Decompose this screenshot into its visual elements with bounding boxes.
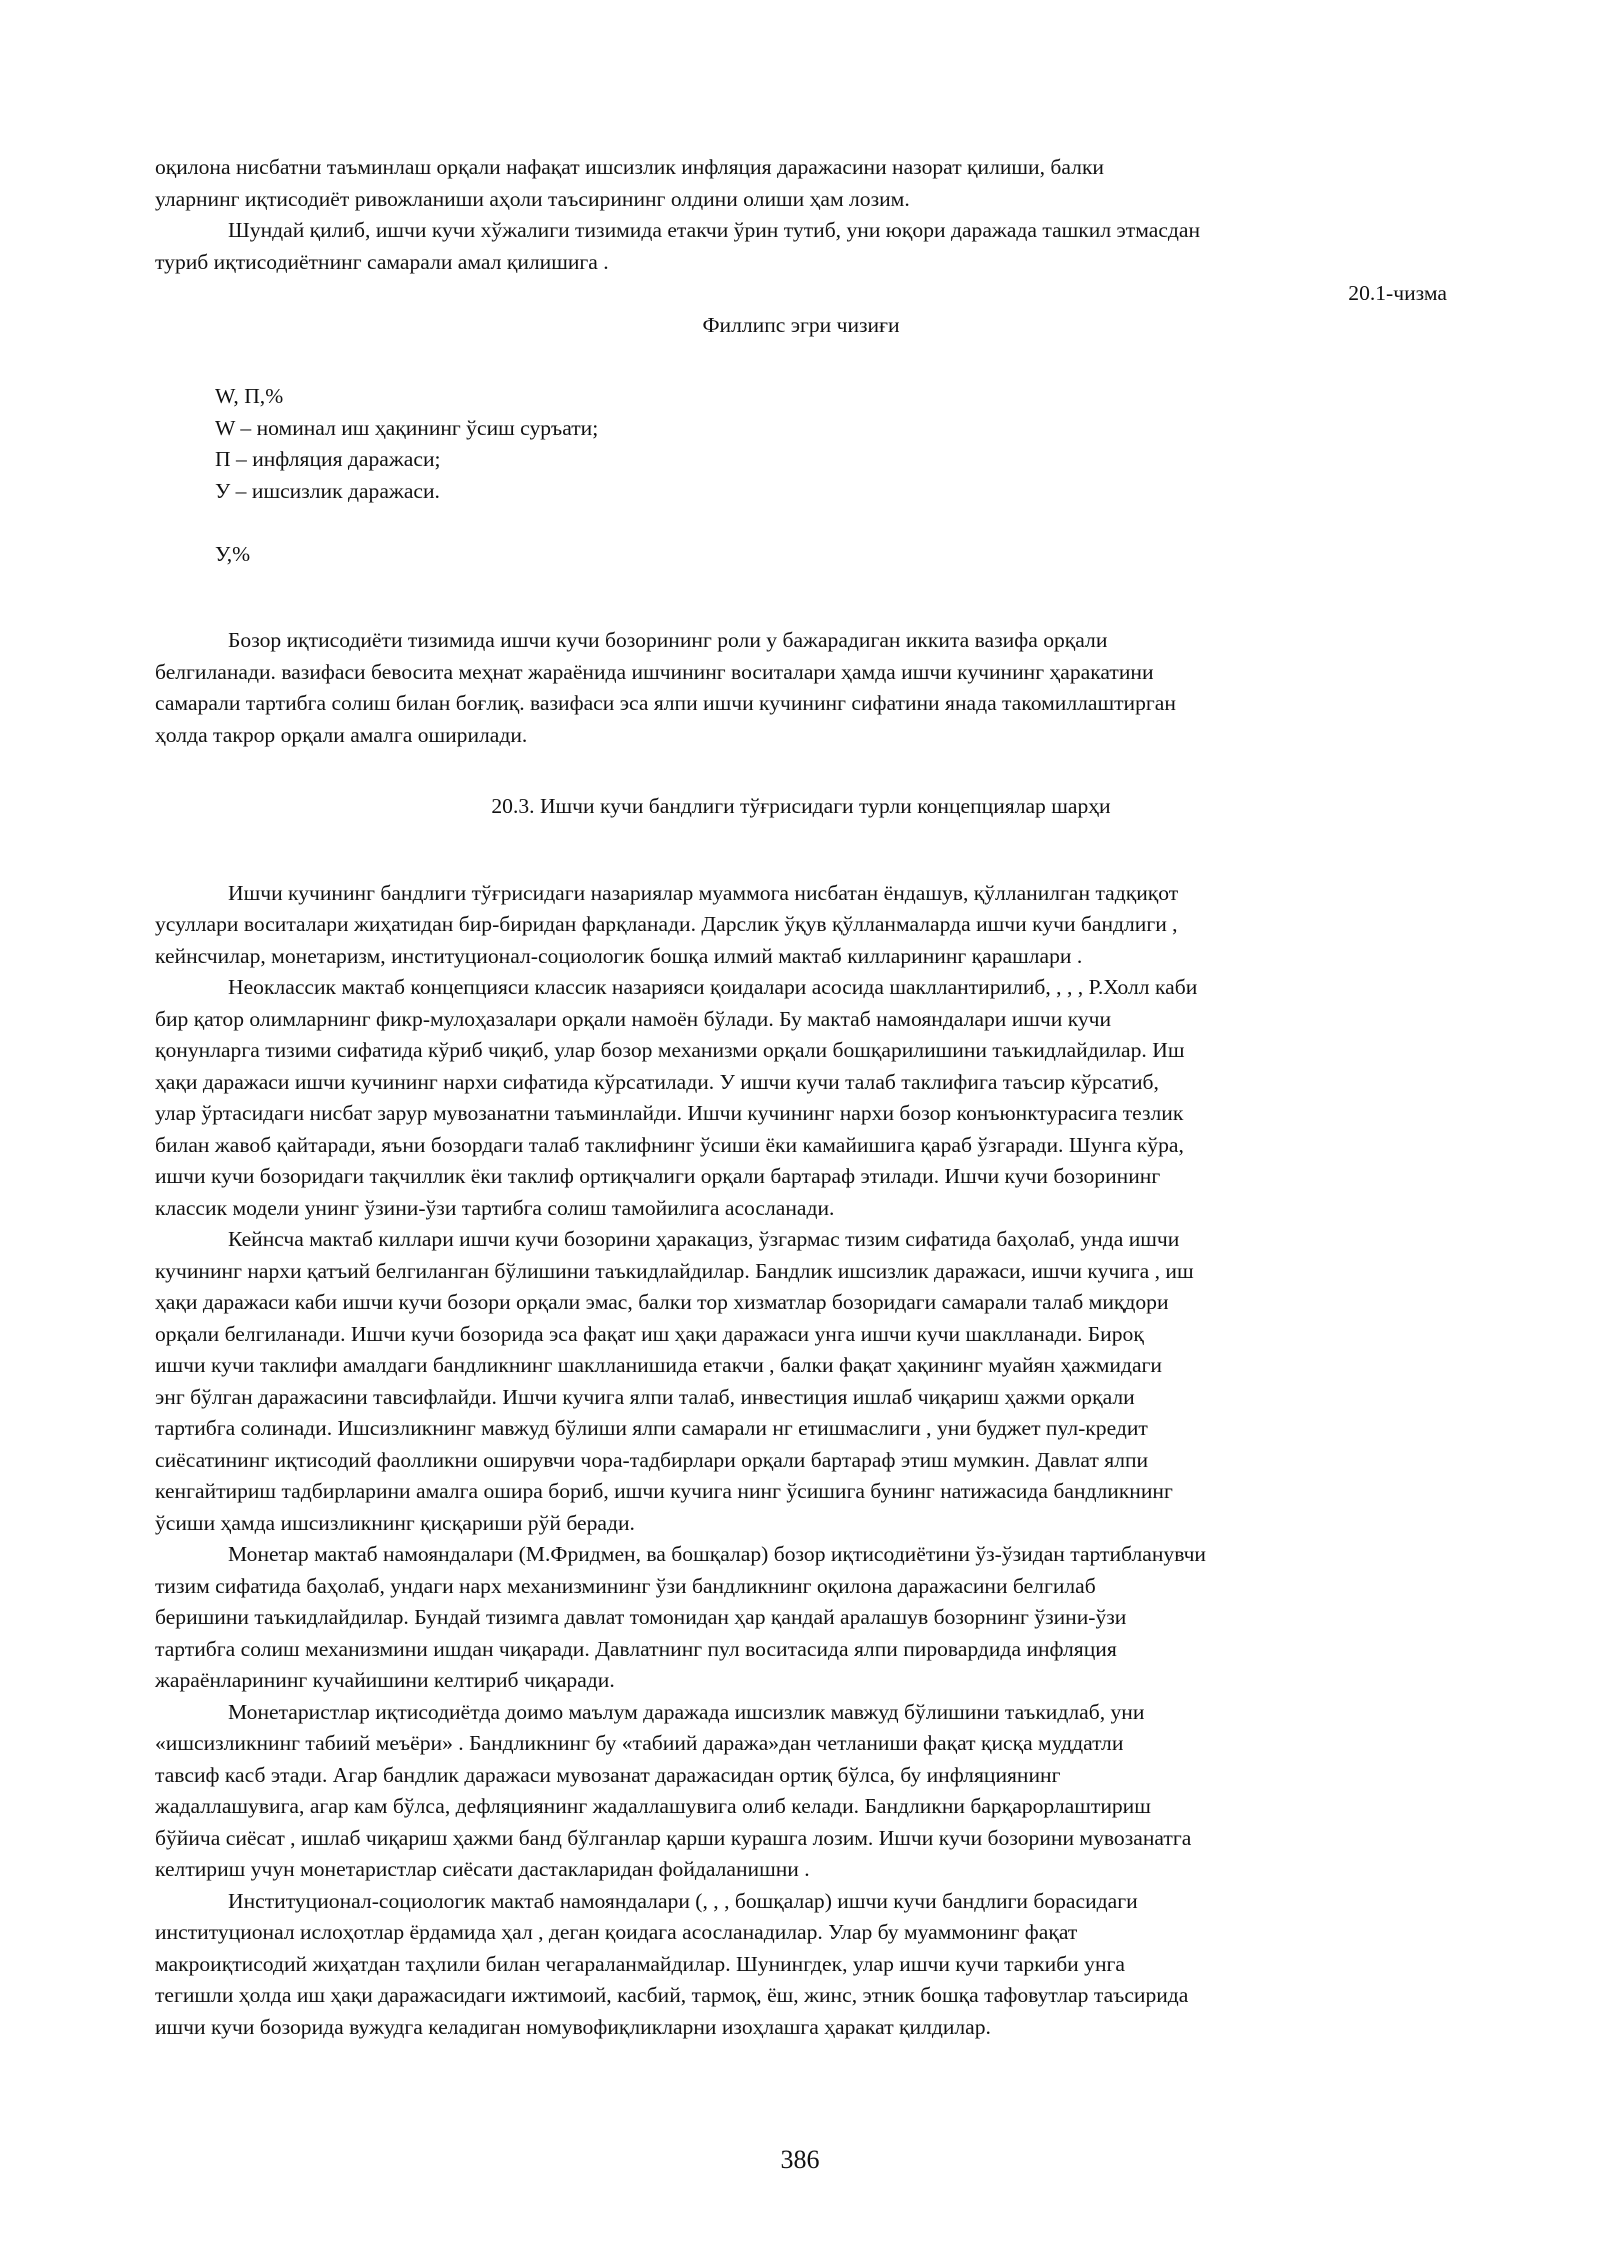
paragraph-theories: Ишчи кучининг бандлиги тўғрисидаги назариялар муаммога нисбатан ёндашув, қўлланилган тадқиқот усуллари воситалари жиҳатидан бир-биридан фарқланади. Дарслик ўқув қўлланмаларда ишчи кучи бандлиги , кейнсчилар, монетаризм, институционал-социологик бошқа илмий мактаб килларининг қарашлари . (155, 880, 1179, 968)
page-number: 386 (780, 2145, 820, 2174)
paragraph-keynesian: Кейнсча мактаб киллари ишчи кучи бозорини ҳаракациз, ўзгармас тизим сифатида баҳолаб, унда ишчи кучининг нархи қатъий белгиланган бўлишини таъкидлайдилар. Бандлик ишсизлик даражаси, ишчи кучига , иш ҳақи даражаси каби ишчи кучи бозори орқали эмас, балки тор хизматлар бозоридаги самарали талаб миқдори орқали белгиланади. Ишчи кучи бозорида эса фақат иш ҳақи даражаси унга ишчи кучи шаклланади. Бироқ ишчи кучи таклифи амалдаги бандликнинг шаклланишида етакчи , балки фақат ҳақининг муайян ҳажмидаги энг бўлган даражасини тавсифлайди. Ишчи кучига ялпи талаб, инвестиция ишлаб чиқариш ҳажми орқали тартибга солинади. Ишсизликнинг мавжуд бўлиши ялпи самарали нг етишмаслиги , уни буджет пул-кредит сиёсатининг иқтисодий фаолликни оширувчи чора-тадбирлари орқали бартараф этиш мумкин. Давлат ялпи кенгайтириш тадбирларини амалга ошира бориб, ишчи кучига нинг ўсишига бунинг натижасида бандликнинг ўсиши ҳамда ишсизликнинг қисқариши рўй беради. (155, 1227, 1194, 1535)
legend-item: W – номинал иш ҳақининг ўсиш суръати; (215, 415, 599, 440)
legend-item: У – ишсизлик даражаси. (215, 478, 440, 503)
paragraph-continuation: оқилона нисбатни таъминлаш орқали нафақат ишсизлик инфляция даражасини назорат қилиши, балки уларнинг иқтисодиёт ривожланиши аҳоли таъсирининг олдини олиши ҳам лозим. (155, 155, 1104, 211)
paragraph-institutional: Институционал-социологик мактаб намояндалари (, , , бошқалар) ишчи кучи бандлиги борасидаги институционал ислоҳотлар ёрдамида ҳал , деган қоидага асосланадилар. Улар бу муаммонинг фақат макроиқтисодий жиҳатдан таҳлили билан чегараланмайдилар. Шунингдек, улар ишчи кучи таркиби унга тегишли ҳолда иш ҳақи даражасидаги ижтимоий, касбий, тармоқ, ёш, жинс, этник бошқа тафовутлар таъсирида ишчи кучи бозорида вужудга келадиган номувофиқликларни изоҳлашга ҳаракат қилдилар. (155, 1888, 1189, 2039)
paragraph-market-role: Бозор иқтисодиёти тизимида ишчи кучи бозорининг роли у бажарадиган иккита вазифа орқали белгиланади. вазифаси бевосита меҳнат жараёнида ишчининг воситалари ҳамда ишчи кучининг ҳаракатини самарали тартибга солиш билан боғлиқ. вазифаси эса ялпи ишчи кучининг сифатини янада такомиллаштирган ҳолда такрор орқали амалга оширилади. (155, 628, 1176, 747)
figure-legend (155, 381, 1447, 570)
figure-title: Филлипс эгри чизиғи (702, 312, 900, 337)
figure-x-axis-label: У,% (215, 541, 251, 566)
figure-y-axis-label: W, П,% (215, 384, 284, 408)
section-title: 20.3. Ишчи кучи бандлиги тўғрисидаги турли концепциялар шарҳи (491, 794, 1111, 818)
paragraph-natural-rate: Монетаристлар иқтисодиётда доимо маълум даражада ишсизлик мавжуд бўлишини таъкидлаб, уни «ишсизликнинг табиий меъёри» . Бандликнинг бу «табиий даража»дан четланиши фақат қисқа муддатли тавсиф касб этади. Агар бандлик даражаси мувозанат даражасидан ортиқ бўлса, бу инфляциянинг жадаллашувига, агар кам бўлса, дефляциянинг жадаллашувига олиб келади. Бандликни барқарорлаштириш бўйича сиёсат , ишлаб чиқариш ҳажми банд бўлганлар қарши курашга лозим. Ишчи кучи бозорини мувозанатга келтириш учун монетаристлар сиёсати дастакларидан фойдаланишни . (155, 1699, 1192, 1881)
figure-number: 20.1-чизма (1348, 281, 1447, 305)
paragraph-conclusion: Шундай қилиб, ишчи кучи хўжалиги тизимида етакчи ўрин тутиб, уни юқори даражада ташкил этмасдан туриб иқтисодиётнинг самарали амал қилишига . (155, 218, 1201, 274)
paragraph-neoclassical: Неоклассик мактаб концепцияси классик назарияси қоидалари асосида шакллантирилиб, , , , Р.Холл каби бир қатор олимларнинг фикр-мулоҳазалари орқали намоён бўлади. Бу мактаб намояндалари ишчи кучи қонунларга тизими сифатида кўриб чиқиб, улар бозор механизми орқали бошқарилишини таъкидлайдилар. Иш ҳақи даражаси ишчи кучининг нархи сифатида кўрсатилади. У ишчи кучи талаб таклифига таъсир кўрсатиб, улар ўртасидаги нисбат зарур мувозанатни таъминлайди. Ишчи кучининг нархи бозор конъюнктурасига тезлик билан жавоб қайтаради, яъни бозордаги талаб таклифнинг ўсиши ёки камайишига қараб ўзгаради. Шунга кўра, ишчи кучи бозоридаги тақчиллик ёки таклиф ортиқчалиги орқали бартараф этилади. Ишчи кучи бозорининг классик модели унинг ўзини-ўзи тартибга солиш тамойилига асосланади. (155, 975, 1198, 1220)
paragraph-monetarist: Монетар мактаб намояндалари (М.Фридмен, ва бошқалар) бозор иқтисодиётини ўз-ўзидан тартибланувчи тизим сифатида баҳолаб, ундаги нарх механизмининг ўзи бандликнинг оқилона даражасини белгилаб беришини таъкидлайдилар. Бундай тизимга давлат томонидан ҳар қандай аралашув бозорнинг ўзини-ўзи тартибга солиш механизмини ишдан чиқаради. Давлатнинг пул воситасида ялпи пировардида инфляция жараёнларининг кучайишини келтириб чиқаради. (155, 1542, 1206, 1692)
legend-item: П – инфляция даражаси; (215, 447, 441, 471)
document-page (155, 152, 1447, 2043)
